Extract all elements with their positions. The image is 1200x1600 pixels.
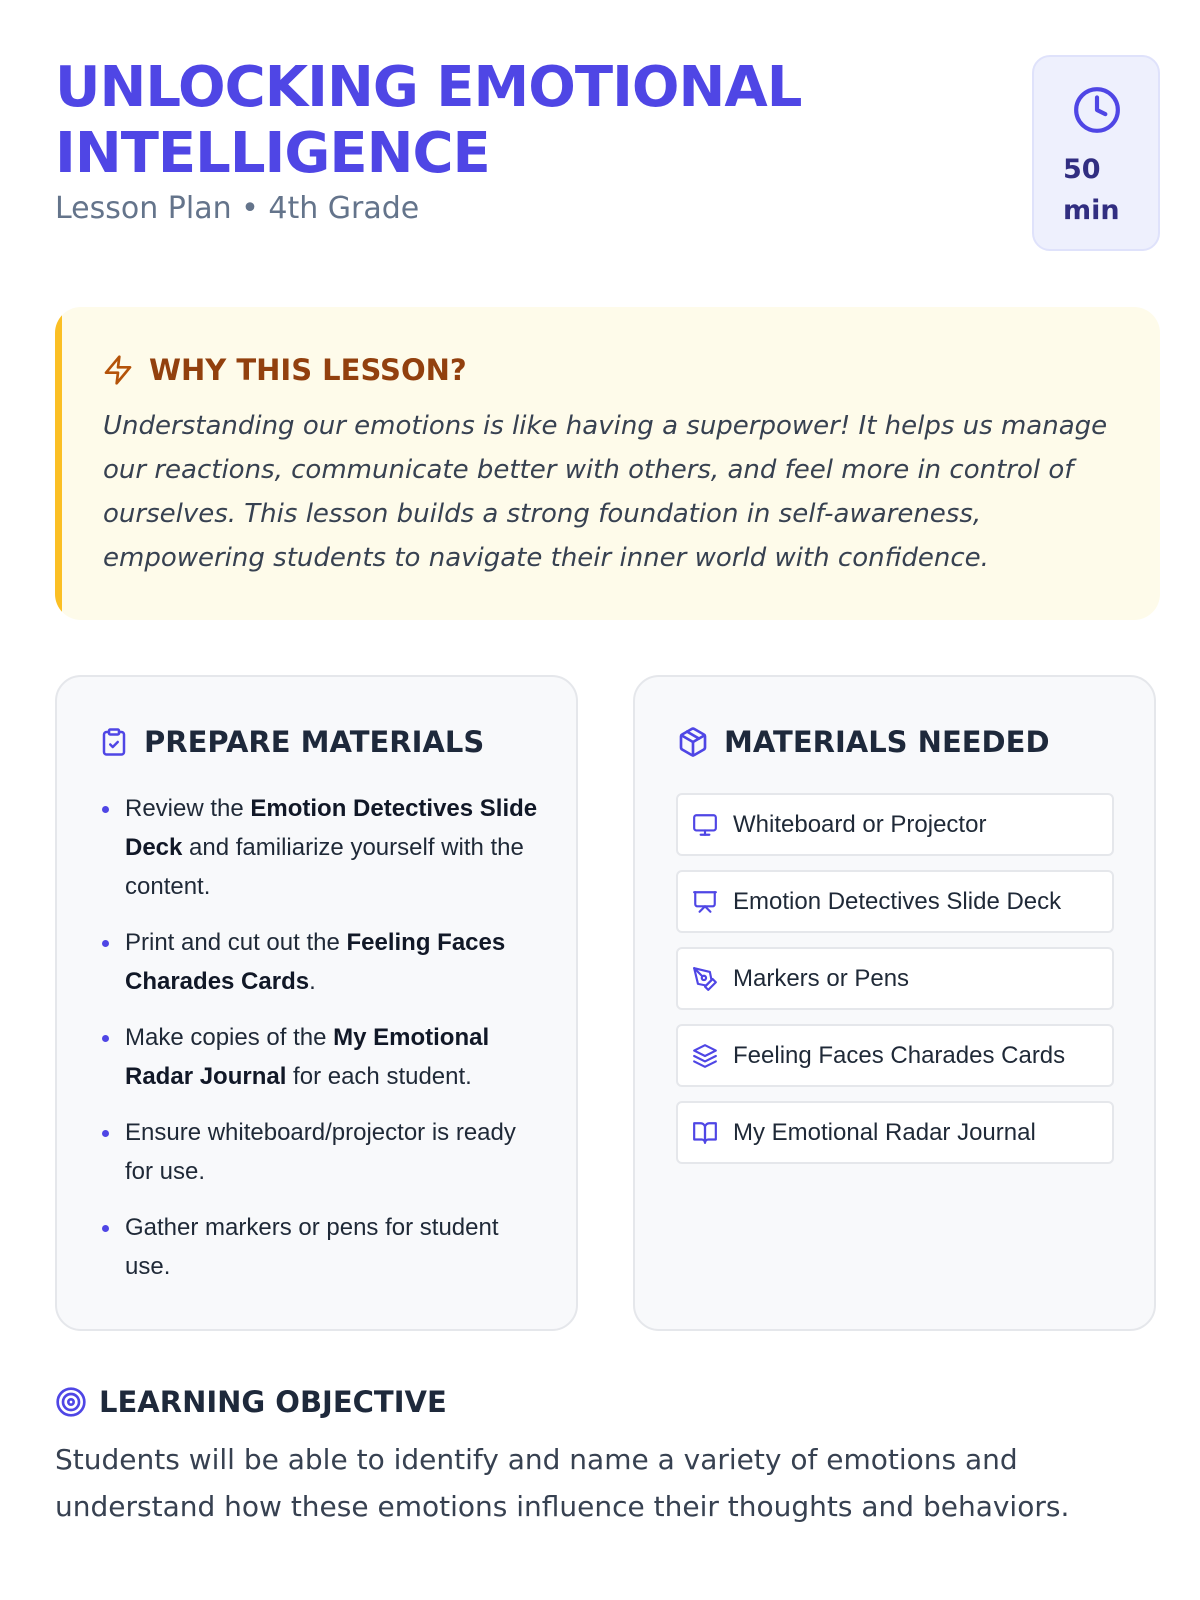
material-item	[676, 1024, 1114, 1087]
clipboard-check-icon	[99, 727, 129, 757]
list-item: Review the Emotion Detectives Slide Deck and familiarize yourself with the content.	[101, 789, 541, 906]
material-item	[676, 793, 1114, 856]
layers-icon	[692, 1043, 718, 1069]
material-item	[676, 870, 1114, 933]
prepare-title: PREPARE MATERIALS	[144, 725, 485, 759]
list-item: Make copies of the My Emotional Radar Journal for each student.	[101, 1018, 541, 1096]
materials-title: MATERIALS NEEDED	[724, 725, 1050, 759]
lesson-header	[55, 55, 1160, 255]
material-item	[676, 1101, 1114, 1164]
target-icon	[55, 1386, 87, 1418]
page-title: UNLOCKING EMOTIONAL INTELLIGENCE	[55, 55, 802, 186]
materials-needed-card	[633, 675, 1156, 1331]
material-label: Markers or Pens	[733, 964, 910, 992]
prepare-heading	[99, 725, 484, 759]
material-label: Emotion Detectives Slide Deck	[733, 887, 1062, 915]
duration-value: 50 min	[1063, 154, 1120, 226]
duration-badge	[1032, 55, 1160, 251]
why-heading	[102, 353, 467, 387]
monitor-icon	[692, 812, 718, 838]
prepare-materials-card	[55, 675, 578, 1331]
lightning-icon	[102, 354, 134, 386]
objective-title: LEARNING OBJECTIVE	[99, 1385, 447, 1419]
package-icon	[677, 726, 709, 758]
list-item: Print and cut out the Feeling Faces Charades Cards.	[101, 923, 541, 1001]
material-label: Feeling Faces Charades Cards	[733, 1041, 1066, 1069]
materials-heading	[677, 725, 1050, 759]
why-text: Understanding our emotions is like having a superpower! It helps us manage our reactions, communicate better with others, and feel more in control of ourselves. This lesson builds a strong foundation in self-awareness, empowering students to navigate their inner world with confidence.	[103, 411, 1108, 573]
book-open-icon	[692, 1120, 718, 1146]
material-item	[676, 947, 1114, 1010]
prepare-list	[101, 789, 541, 1303]
objective-heading	[55, 1385, 1155, 1419]
materials-list	[676, 793, 1114, 1178]
page-subtitle: Lesson Plan • 4th Grade	[55, 191, 420, 226]
clock-icon	[1072, 85, 1122, 135]
why-this-lesson-callout	[55, 307, 1160, 620]
material-label: Whiteboard or Projector	[733, 810, 987, 838]
list-item: Ensure whiteboard/projector is ready for use.	[101, 1113, 541, 1191]
presentation-icon	[692, 889, 718, 915]
why-title: WHY THIS LESSON?	[149, 353, 467, 387]
learning-objective-section	[55, 1385, 1155, 1530]
material-label: My Emotional Radar Journal	[733, 1118, 1036, 1146]
objective-text: Students will be able to identify and name a variety of emotions and understand how these emotions influence their thoughts and behaviors.	[55, 1443, 1070, 1523]
pen-tool-icon	[692, 966, 718, 992]
list-item: Gather markers or pens for student use.	[101, 1208, 541, 1286]
